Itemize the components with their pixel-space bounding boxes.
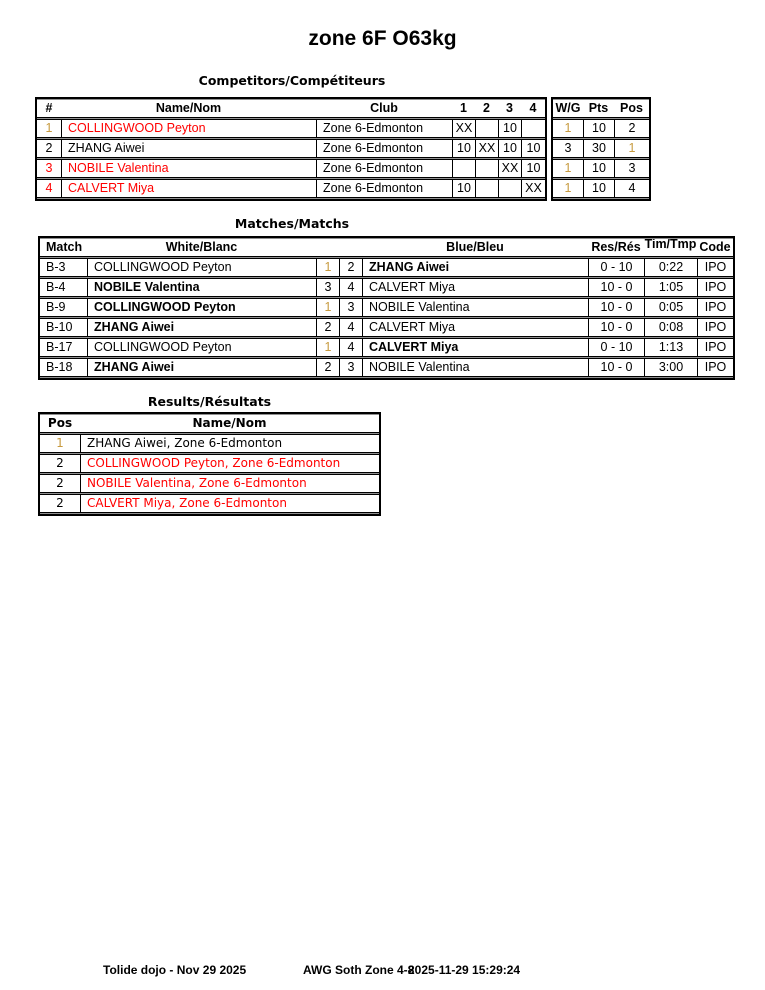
col-header-blue-num [339,239,362,257]
white-number: 1 [316,258,339,277]
white-number: 1 [316,298,339,317]
grid-cell: 10 [452,139,475,158]
grid-cell: 10 [521,139,545,158]
table-row [40,358,733,377]
col-header-points: Pts [583,100,614,118]
table-row [553,139,649,158]
position-value: 2 [614,119,649,138]
blue-competitor: NOBILE Valentina [362,358,588,377]
wins-value: 1 [553,179,583,198]
grid-cell: XX [475,139,498,158]
blue-number: 4 [339,318,362,337]
match-id: B-3 [40,258,87,277]
match-result: 10 - 0 [588,278,644,297]
grid-cell [475,119,498,138]
blue-competitor: ZHANG Aiwei [362,258,588,277]
standings-header-row [553,100,649,118]
table-row [553,159,649,178]
blue-competitor: CALVERT Miya [362,318,588,337]
match-time: 3:00 [644,358,697,377]
table-row [40,338,733,357]
blue-competitor: CALVERT Miya [362,278,588,297]
match-result: 10 - 0 [588,358,644,377]
competitor-club: Zone 6-Edmonton [316,159,452,178]
competitors-section-title: Competitors/Compétiteurs [198,73,386,88]
grid-cell: 10 [498,119,521,138]
white-competitor: NOBILE Valentina [87,278,316,297]
wins-value: 1 [553,119,583,138]
match-result: 0 - 10 [588,258,644,277]
competitor-club: Zone 6-Edmonton [316,119,452,138]
competitors-table [35,97,547,201]
col-header-wins: W/G [553,100,583,118]
blue-number: 3 [339,358,362,377]
table-row [37,179,545,198]
competitor-club: Zone 6-Edmonton [316,179,452,198]
result-position: 2 [40,494,80,513]
col-header-blue: Blue/Bleu [362,239,588,257]
result-name: ZHANG Aiwei, Zone 6-Edmonton [80,434,379,453]
blue-number: 2 [339,258,362,277]
white-competitor: COLLINGWOOD Peyton [87,298,316,317]
result-name: COLLINGWOOD Peyton, Zone 6-Edmonton [80,454,379,473]
match-time: 0:22 [644,258,697,277]
table-row [40,258,733,277]
match-time: 1:05 [644,278,697,297]
col-header-time-label: Tim/Tmp [644,239,697,251]
white-competitor: ZHANG Aiwei [87,318,316,337]
match-code: IPO [697,338,733,357]
col-header-opp2: 2 [475,100,498,118]
table-row [40,278,733,297]
grid-cell: 10 [521,159,545,178]
match-id: B-17 [40,338,87,357]
col-header-opp1: 1 [452,100,475,118]
blue-number: 4 [339,278,362,297]
col-header-opp4: 4 [521,100,545,118]
col-header-match: Match [40,239,87,257]
result-name: NOBILE Valentina, Zone 6-Edmonton [80,474,379,493]
wins-value: 1 [553,159,583,178]
match-code: IPO [697,258,733,277]
table-row [40,434,379,453]
event-name-label: AWG Soth Zone 4-8 [303,963,415,977]
blue-competitor: CALVERT Miya [362,338,588,357]
result-position: 2 [40,454,80,473]
match-id: B-18 [40,358,87,377]
matches-header-row [40,239,733,257]
col-header-white: White/Blanc [87,239,316,257]
standings-table [551,97,651,201]
table-row [40,298,733,317]
grid-cell: XX [521,179,545,198]
competitor-number: 4 [37,179,61,198]
table-row [40,454,379,473]
grid-cell: 10 [452,179,475,198]
col-header-white-num [316,239,339,257]
match-code: IPO [697,278,733,297]
points-value: 30 [583,139,614,158]
position-value: 4 [614,179,649,198]
print-timestamp: 2025-11-29 15:29:24 [408,963,521,977]
matches-section-title: Matches/Matchs [234,216,350,231]
match-id: B-10 [40,318,87,337]
venue-date-label: Tolide dojo - Nov 29 2025 [103,963,247,977]
grid-cell: XX [452,119,475,138]
col-header-time [644,239,697,257]
competitor-number: 3 [37,159,61,178]
match-id: B-4 [40,278,87,297]
result-position: 1 [40,434,80,453]
grid-cell [521,119,545,138]
white-competitor: ZHANG Aiwei [87,358,316,377]
match-result: 10 - 0 [588,298,644,317]
grid-cell [498,179,521,198]
table-row [40,474,379,493]
white-number: 2 [316,318,339,337]
col-header-club: Club [316,100,452,118]
col-header-result: Res/Rés [588,239,644,257]
competitor-name: COLLINGWOOD Peyton [61,119,316,138]
results-table [38,412,381,516]
match-result: 0 - 10 [588,338,644,357]
match-time: 0:08 [644,318,697,337]
table-row [37,159,545,178]
col-header-number: # [37,100,61,118]
table-row [40,494,379,513]
white-number: 3 [316,278,339,297]
competitor-name: CALVERT Miya [61,179,316,198]
competitors-tables [35,97,651,201]
white-number: 2 [316,358,339,377]
match-result: 10 - 0 [588,318,644,337]
grid-cell [475,179,498,198]
match-time: 1:13 [644,338,697,357]
match-code: IPO [697,298,733,317]
table-row [40,318,733,337]
col-header-position: Pos [40,415,80,433]
results-section-title: Results/Résultats [147,394,272,409]
wins-value: 3 [553,139,583,158]
points-value: 10 [583,159,614,178]
col-header-position: Pos [614,100,649,118]
white-number: 1 [316,338,339,357]
col-header-name: Name/Nom [61,100,316,118]
competitors-header-row [37,100,545,118]
position-value: 3 [614,159,649,178]
grid-cell [452,159,475,178]
grid-cell: XX [498,159,521,178]
table-row [553,119,649,138]
match-code: IPO [697,318,733,337]
points-value: 10 [583,179,614,198]
result-position: 2 [40,474,80,493]
match-code: IPO [697,358,733,377]
blue-competitor: NOBILE Valentina [362,298,588,317]
competitor-club: Zone 6-Edmonton [316,139,452,158]
col-header-opp3: 3 [498,100,521,118]
white-competitor: COLLINGWOOD Peyton [87,338,316,357]
blue-number: 3 [339,298,362,317]
competitor-number: 1 [37,119,61,138]
table-row [37,139,545,158]
competitor-number: 2 [37,139,61,158]
results-header-row [40,415,379,433]
table-row [37,119,545,138]
competitor-name: ZHANG Aiwei [61,139,316,158]
match-id: B-9 [40,298,87,317]
page-title: zone 6F O63kg [308,27,457,50]
matches-table [38,236,735,380]
blue-number: 4 [339,338,362,357]
competitor-name: NOBILE Valentina [61,159,316,178]
col-header-name: Name/Nom [80,415,379,433]
position-value: 1 [614,139,649,158]
grid-cell: 10 [498,139,521,158]
result-name: CALVERT Miya, Zone 6-Edmonton [80,494,379,513]
points-value: 10 [583,119,614,138]
grid-cell [475,159,498,178]
col-header-code: Code [697,239,733,257]
match-time: 0:05 [644,298,697,317]
table-row [553,179,649,198]
white-competitor: COLLINGWOOD Peyton [87,258,316,277]
